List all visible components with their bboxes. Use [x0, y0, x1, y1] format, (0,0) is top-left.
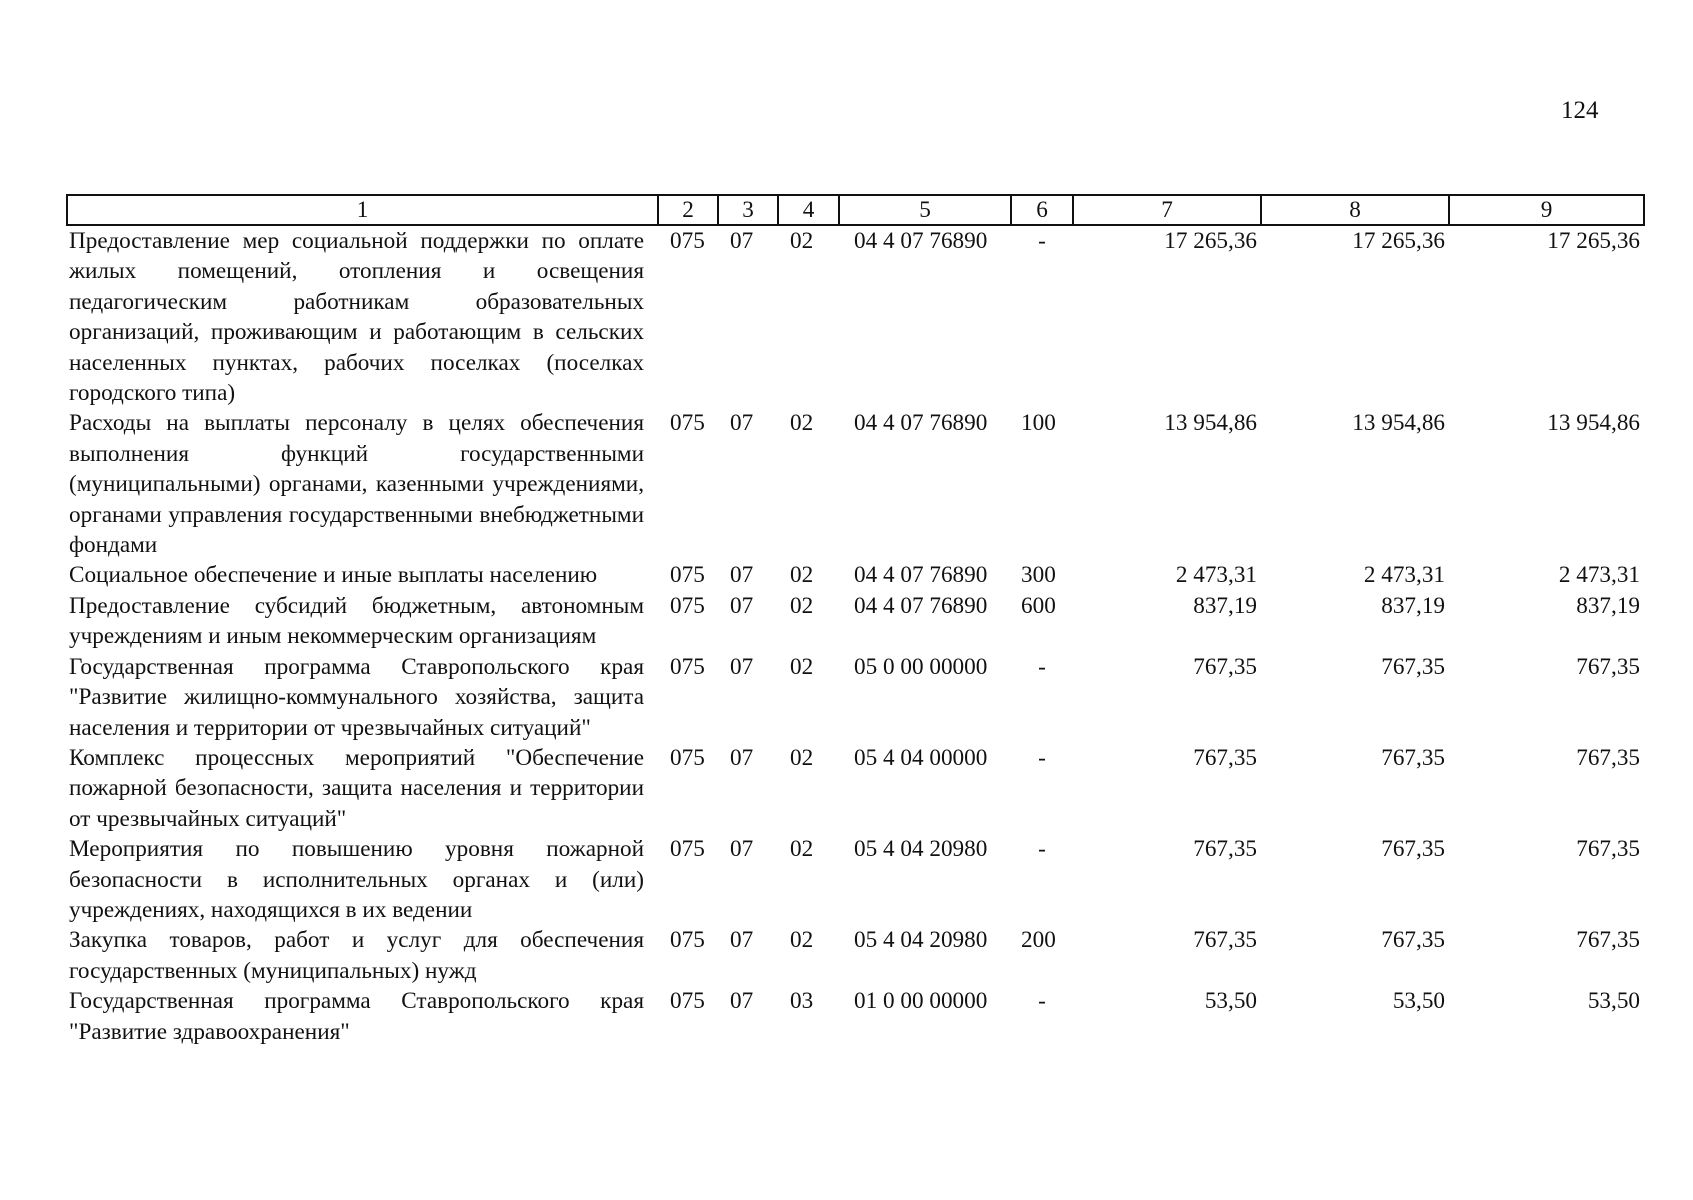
row-section: 07	[730, 410, 754, 437]
row-grbs: 075	[670, 653, 705, 680]
row-value-9: 53,50	[1587, 988, 1640, 1015]
table-row	[67, 652, 1644, 743]
row-target-article: 04 4 07 76890	[854, 592, 988, 619]
row-section: 07	[730, 653, 754, 680]
row-value-7: 767,35	[1193, 927, 1257, 954]
header-col-2: 2	[658, 195, 718, 225]
row-expense-type: -	[1038, 228, 1046, 254]
row-subsection: 02	[790, 927, 814, 954]
table-row	[67, 925, 1644, 986]
table-header	[67, 195, 1644, 225]
row-name: Предоставление мер социальной поддержки по оплате жилых помещений, отопления и освещения педагогическим работникам образовательных организаций, проживающим и работающим в сельских населенных пунктах, рабочих поселках (поселках городского типа)	[69, 228, 644, 407]
row-expense-type: 300	[1021, 562, 1056, 589]
row-name: Социальное обеспечение и иные выплаты населению	[69, 562, 598, 589]
header-col-4: 4	[778, 195, 839, 225]
row-subsection: 02	[790, 410, 814, 437]
row-section: 07	[730, 562, 754, 589]
row-subsection: 03	[790, 988, 814, 1015]
row-name: Предоставление субсидий бюджетным, автономным учреждениям и иным некоммерческим организациям	[69, 592, 644, 650]
row-section: 07	[730, 744, 754, 771]
table-row	[67, 408, 1644, 560]
row-value-8: 767,35	[1381, 927, 1445, 954]
row-value-9: 767,35	[1576, 836, 1640, 863]
row-subsection: 02	[790, 592, 814, 619]
row-target-article: 05 4 04 20980	[854, 927, 988, 954]
row-target-article: 05 4 04 20980	[854, 836, 988, 863]
row-section: 07	[730, 592, 754, 619]
row-section: 07	[730, 228, 754, 254]
row-value-7: 837,19	[1193, 592, 1257, 619]
row-target-article: 05 4 04 00000	[854, 744, 988, 771]
table-row	[67, 743, 1644, 834]
row-value-7: 767,35	[1193, 744, 1257, 771]
row-name: Государственная программа Ставропольского края "Развитие здравоохранения"	[69, 988, 644, 1045]
row-target-article: 05 0 00 00000	[854, 653, 988, 680]
table-row	[67, 834, 1644, 925]
row-grbs: 075	[670, 410, 705, 437]
row-value-8: 837,19	[1381, 592, 1445, 619]
row-value-8: 767,35	[1381, 836, 1445, 863]
table-row	[67, 986, 1644, 1047]
row-subsection: 02	[790, 562, 814, 589]
row-value-7: 767,35	[1193, 653, 1257, 680]
row-value-9: 17 265,36	[1547, 228, 1640, 254]
row-expense-type: -	[1038, 836, 1046, 863]
row-name: Государственная программа Ставропольского края "Развитие жилищно-коммунального хозяйства, защита населения и территории от чрезвычайных ситуаций"	[69, 653, 644, 741]
row-name: Мероприятия по повышению уровня пожарной безопасности в исполнительных органах и (или) учреждениях, находящихся в их ведении	[69, 836, 644, 923]
table-row	[67, 225, 1644, 408]
row-value-7: 2 473,31	[1175, 562, 1257, 589]
row-value-9: 767,35	[1576, 927, 1640, 954]
row-subsection: 02	[790, 836, 814, 863]
header-col-6: 6	[1011, 195, 1073, 225]
table-body	[67, 225, 1644, 1047]
row-value-9: 13 954,86	[1547, 410, 1640, 437]
row-value-9: 767,35	[1576, 653, 1640, 680]
row-grbs: 075	[670, 562, 705, 589]
table-row	[67, 560, 1644, 590]
row-expense-type: 100	[1021, 410, 1056, 437]
header-col-8: 8	[1261, 195, 1449, 225]
row-name: Расходы на выплаты персоналу в целях обеспечения выполнения функций государственными (муниципальными) органами, казенными учреждениями, органами управления государственными внебюджетными фондами	[69, 410, 644, 559]
row-value-8: 17 265,36	[1352, 228, 1445, 254]
row-value-8: 53,50	[1392, 988, 1445, 1015]
header-col-9: 9	[1449, 195, 1644, 225]
row-value-9: 837,19	[1576, 592, 1640, 619]
header-col-1: 1	[67, 195, 658, 225]
row-target-article: 04 4 07 76890	[854, 410, 988, 437]
page-number: 124	[1561, 97, 1599, 124]
row-section: 07	[730, 836, 754, 863]
row-target-article: 04 4 07 76890	[854, 228, 988, 254]
header-col-5: 5	[839, 195, 1011, 225]
header-col-3: 3	[718, 195, 778, 225]
budget-table	[66, 194, 1645, 1047]
header-col-7: 7	[1073, 195, 1261, 225]
row-target-article: 01 0 00 00000	[854, 988, 988, 1015]
row-grbs: 075	[670, 228, 705, 254]
row-section: 07	[730, 988, 754, 1015]
row-name: Комплекс процессных мероприятий "Обеспечение пожарной безопасности, защита населения и территории от чрезвычайных ситуаций"	[69, 744, 644, 832]
row-value-7: 13 954,86	[1164, 410, 1257, 437]
row-grbs: 075	[670, 988, 705, 1015]
row-value-8: 13 954,86	[1352, 410, 1445, 437]
row-grbs: 075	[670, 927, 705, 954]
row-expense-type: 200	[1021, 927, 1056, 954]
row-target-article: 04 4 07 76890	[854, 562, 988, 589]
row-value-7: 767,35	[1193, 836, 1257, 863]
row-expense-type: -	[1038, 988, 1046, 1015]
row-value-7: 17 265,36	[1164, 228, 1257, 254]
row-subsection: 02	[790, 744, 814, 771]
row-subsection: 02	[790, 228, 814, 254]
row-value-8: 767,35	[1381, 744, 1445, 771]
table-row	[67, 591, 1644, 652]
row-value-9: 2 473,31	[1558, 562, 1640, 589]
row-value-8: 2 473,31	[1363, 562, 1445, 589]
header-row	[67, 195, 1644, 225]
row-grbs: 075	[670, 592, 705, 619]
row-expense-type: -	[1038, 744, 1046, 771]
row-subsection: 02	[790, 653, 814, 680]
row-value-8: 767,35	[1381, 653, 1445, 680]
row-expense-type: 600	[1021, 592, 1056, 619]
row-value-9: 767,35	[1576, 744, 1640, 771]
row-grbs: 075	[670, 744, 705, 771]
row-expense-type: -	[1038, 653, 1046, 680]
row-name: Закупка товаров, работ и услуг для обеспечения государственных (муниципальных) нужд	[69, 927, 644, 984]
row-grbs: 075	[670, 836, 705, 863]
row-section: 07	[730, 927, 754, 954]
row-value-7: 53,50	[1204, 988, 1257, 1015]
